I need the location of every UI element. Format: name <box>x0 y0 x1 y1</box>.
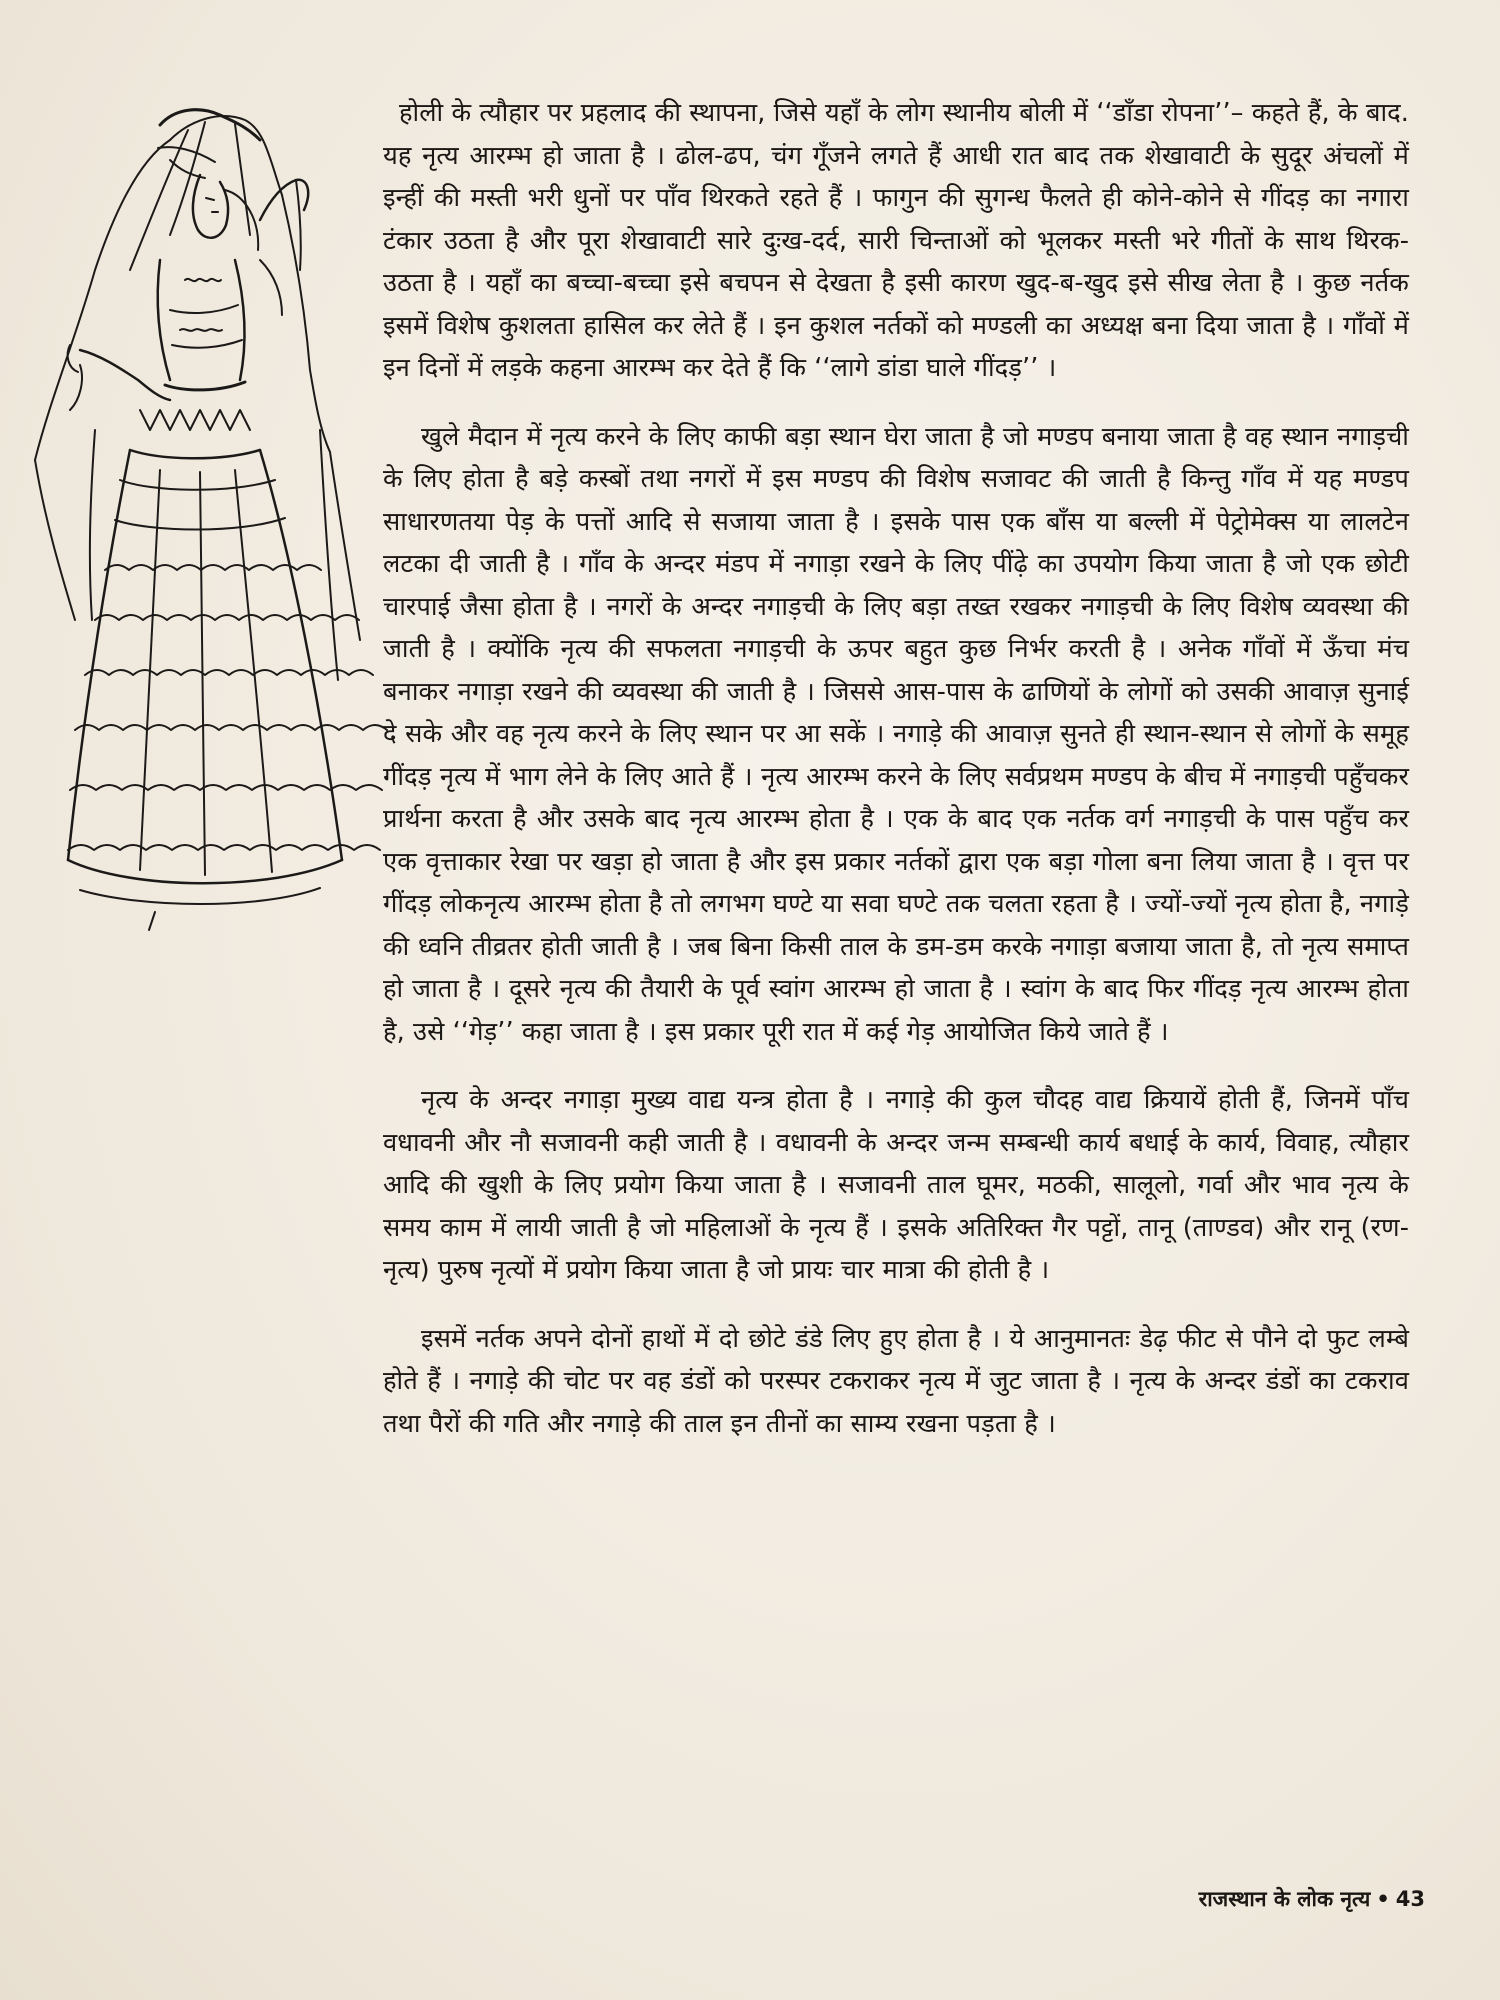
page-footer <box>1199 1885 1425 1913</box>
article-body <box>383 92 1409 1471</box>
footer-separator: • <box>1376 1887 1390 1911</box>
paragraph-nagara-instrument: नृत्य के अन्दर नगाड़ा मुख्य वाद्य यन्त्र होता है । नगाड़े की कुल चौदह वाद्य क्रियायें होती हैं, जिनमें पाँच वधावनी और नौ सजावनी कही जाती है । वधावनी के अन्दर जन्म सम्बन्धी कार्य बधाई के कार्य, विवाह, त्यौहार आदि की खुशी के लिए प्रयोग किया जाता है । सजावनी ताल घूमर, मठकी, सालूलो, गर्वा और भाव नृत्य के समय काम में लायी जाती है जो महिलाओं के नृत्य हैं । इसके अतिरिक्त गैर पट्टों, तानू (ताण्डव) और रानू (रण-नृत्य) पुरुष नृत्यों में प्रयोग किया जाता है जो प्रायः चार मात्रा की होती है । <box>383 1085 1409 1285</box>
page-number: 43 <box>1395 1887 1425 1911</box>
paragraph-mandap-setup: खुले मैदान में नृत्य करने के लिए काफी बड़ा स्थान घेरा जाता है जो मण्डप बनाया जाता है वह स्थान नगाड़ची के लिए होता है बड़े कस्बों तथा नगरों में इस मण्डप की विशेष सजावट की जाती है किन्तु गाँव में यह मण्डप साधारणतया पेड़ के पत्तों आदि से सजाया जाता है । इसके पास एक बाँस या बल्ली में पेट्रोमेक्स या लालटेन लटका दी जाती है । गाँव के अन्दर मंडप में नगाड़ा रखने के लिए पींढ़े का उपयोग किया जाता है जो एक छोटी चारपाई जैसा होता है । नगरों के अन्दर नगाड़ची के लिए बड़ा तख्त रखकर नगाड़ची के लिए विशेष व्यवस्था की जाती है । क्योंकि नृत्य की सफलता नगाड़ची के ऊपर बहुत कुछ निर्भर करती है । अनेक गाँवों में ऊँचा मंच बनाकर नगाड़ा रखने की व्यवस्था की जाती है । जिससे आस-पास के ढाणियों के लोगों को उसकी आवाज़ सुनाई दे सके और वह नृत्य करने के लिए स्थान पर आ सकें । नगाड़े की आवाज़ सुनते ही स्थान-स्थान से लोगों के समूह गींदड़ नृत्य में भाग लेने के लिए आते हैं । नृत्य आरम्भ करने के लिए सर्वप्रथम मण्डप के बीच में नगाड़ची पहुँचकर प्रार्थना करता है और उसके बाद नृत्य आरम्भ होता है । एक के बाद एक नर्तक वर्ग नगाड़ची के पास पहुँच कर एक वृत्ताकार रेखा पर खड़ा हो जाता है और इस प्रकार नर्तकों द्वारा एक बड़ा गोला बना लिया जाता है । वृत्त पर गींदड़ लोकनृत्य आरम्भ होता है तो लगभग घण्टे या सवा घण्टे तक चलता रहता है । ज्यों-ज्यों नृत्य होता है, नगाड़े की ध्वनि तीव्रतर होती जाती है । जब बिना किसी ताल के डम-डम करके नगाड़ा बजाया जाता है, तो नृत्य समाप्त हो जाता है । दूसरे नृत्य की तैयारी के पूर्व स्वांग आरम्भ हो जाता है । स्वांग के बाद फिर गींदड़ नृत्य आरम्भ होता है, उसे ‘‘गेड़’’ कहा जाता है । इस प्रकार पूरी रात में कई गेड़ आयोजित किये जाते हैं । <box>383 421 1409 1047</box>
paragraph-holi-festival: होली के त्यौहार पर प्रहलाद की स्थापना, जिसे यहाँ के लोग स्थानीय बोली में ‘‘डाँडा रोपना’’– कहते हैं, के बाद. यह नृत्य आरम्भ हो जाता है । ढोल-ढप, चंग गूँजने लगते हैं आधी रात बाद तक शेखावाटी के सुदूर अंचलों में इन्हीं की मस्ती भरी धुनों पर पाँव थिरकते रहते हैं । फागुन की सुगन्ध फैलते ही कोने-कोने से गींदड़ का नगारा टंकार उठता है और पूरा शेखावाटी सारे दुःख-दर्द, सारी चिन्ताओं को भूलकर मस्ती भरे गीतों के साथ थिरक-उठता है । यहाँ का बच्चा-बच्चा इसे बचपन से देखता है इसी कारण खुद-ब-खुद इसे सीख लेता है । कुछ नर्तक इसमें विशेष कुशलता हासिल कर लेते हैं । इन कुशल नर्तकों को मण्डली का अध्यक्ष बना दिया जाता है । गाँवों में इन दिनों में लड़के कहना आरम्भ कर देते हैं कि ‘‘लागे डांडा घाले गींदड़’’ । <box>383 98 1409 383</box>
paragraph-sticks-dance: इसमें नर्तक अपने दोनों हाथों में दो छोटे डंडे लिए हुए होता है । ये आनुमानतः डेढ़ फीट से पौने दो फुट लम्बे होते हैं । नगाड़े की चोट पर वह डंडों को परस्पर टकराकर नृत्य में जुट जाता है । नृत्य के अन्दर डंडों का टकराव तथा पैरों की गति और नगाड़े की ताल इन तीनों का साम्य रखना पड़ता है । <box>383 1323 1409 1439</box>
dancer-sketch-icon <box>20 100 400 940</box>
footer-book-title: राजस्थान के लोक नृत्य <box>1198 1887 1371 1911</box>
